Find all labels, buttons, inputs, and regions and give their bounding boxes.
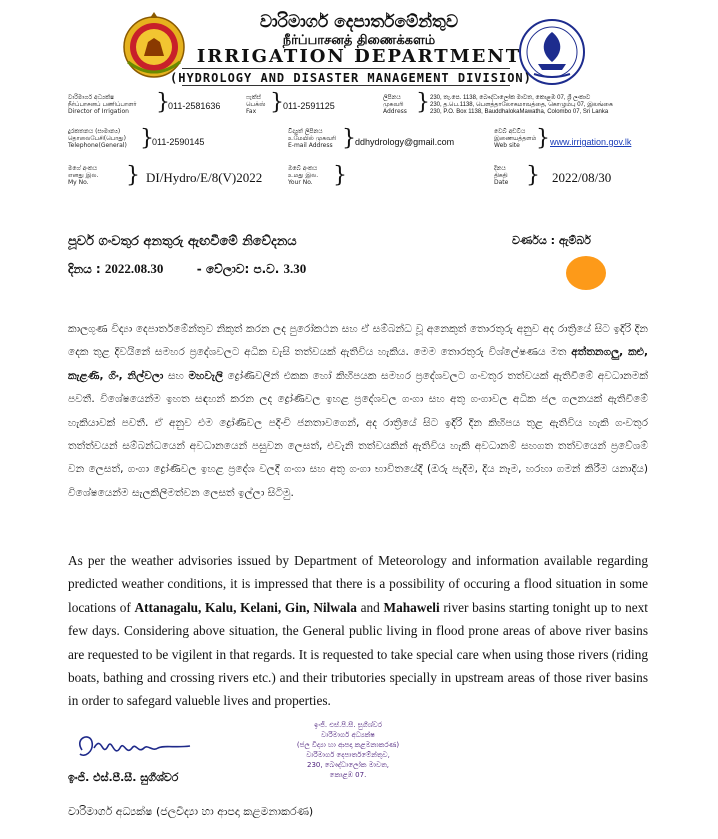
signature-icon xyxy=(72,728,202,764)
address-label: ලිපිනය முகவரி Address xyxy=(383,94,407,115)
notice-date-line xyxy=(68,261,306,277)
brace: } xyxy=(416,90,430,115)
notice-date-label: දිනය : xyxy=(68,262,101,276)
director-label: වාරිමාර්ග අධ්‍යක්ෂ நீர்ப்பாசனப் பணிப்பாளர் Director of Irrigation xyxy=(68,94,137,115)
fax-label: ෆැක්ස් பெக்ஸ் Fax xyxy=(246,94,266,115)
brace: } xyxy=(126,163,140,188)
email-address[interactable]: ddhydrology@gmail.com xyxy=(355,137,455,147)
website-label: වෙබ් අඩවිය இணையத்தளம் Web site xyxy=(494,128,537,149)
fax-number: 011-2591125 xyxy=(283,101,335,111)
signatory-designation: වාරිමාර්ග අධ්‍යක්ෂ (ජලවිද්‍යා හා ආපදා කළමනාකරණ) xyxy=(68,805,314,818)
email-label: විද්‍යුත් ලිපිනය உமேயில் முகவரி E-mail Address xyxy=(288,128,337,149)
telephone-number: 011-2590145 xyxy=(152,137,205,147)
your-no-label: ඔබේ අංකය உமது இல. Your No. xyxy=(288,165,319,186)
dept-title-english: IRRIGATION DEPARTMENT xyxy=(196,46,522,67)
my-no-value: DI/Hydro/E/8(V)2022 xyxy=(146,170,263,185)
notice-title: පූර්ව ගංවතුර අනතුරු ඇඟවීමේ නිවේදනය xyxy=(68,234,297,249)
director-phone: 011-2581636 xyxy=(168,101,221,111)
telephone-label: දුරකතනය (සාමාන්‍ය) தொலைபேசி(பொது) Telephone(General) xyxy=(68,128,127,149)
brace: } xyxy=(536,126,550,151)
header-rule-bottom xyxy=(182,85,510,86)
dept-title-tamil: நீர்ப்பாசனத் திணைக்களம் xyxy=(282,33,436,48)
division-title: (HYDROLOGY AND DISASTER MANAGEMENT DIVISION) xyxy=(170,71,532,85)
brace: } xyxy=(333,163,347,188)
warning-level: වර්ණය : ඇම්බර් xyxy=(512,234,591,247)
amber-level-indicator xyxy=(566,256,606,290)
signatory-name: ඉංජි. එස්.පී.සී. සුගීශ්වර xyxy=(68,771,179,784)
address-value: 230, තැ.පෙ. 1138, බෞද්ධාලෝක මාවත, කොළඹ 07, ශ්‍රී ලංකාව 230, த.பெ.1138, பௌத்தாலோகமாவத்தை, கொழும்பு 07, இலங்கை 230, P.O. Box 1138, BauddhalokaMawatha, Colombo 07, Sri Lanka xyxy=(430,95,613,115)
brace: } xyxy=(140,126,154,151)
my-no-label: මගේ අංකය எனது இல. My No. xyxy=(68,165,99,186)
brace: } xyxy=(270,90,284,115)
official-stamp: ඉංජි. එස්.පී.සී. සුගීශ්වර වාරිමාර්ග අධ්‍යක්ෂ (ජල විද්‍යා හා ආපදා කළමනාකරණ) වාරිමාර්ග දෙපාර්තමේන්තුව, 230, බෞද්ධාලෝක මාවත, කොළඹ 07. xyxy=(296,721,400,779)
date-label: දිනය திகதி Date xyxy=(494,165,509,186)
header-rule-top xyxy=(182,68,510,69)
website-link[interactable]: www.irrigation.gov.lk xyxy=(550,137,632,147)
dept-title-sinhala: වාරිමාර්ග දෙපාර්තමේන්තුව xyxy=(259,12,459,32)
brace: } xyxy=(342,126,356,151)
notice-time-value: 3.30 xyxy=(283,261,307,276)
brace: } xyxy=(526,163,540,188)
notice-time-label: - වේලාව: ප.ව. xyxy=(196,262,280,276)
notice-date-value: 2022.08.30 xyxy=(104,261,164,276)
notice-body-english: As per the weather advisories issued by Department of Meteorology and information available regarding predicted weather conditions, it is impressed that there is a possibility of occuring a flood situation in some locations of Attanagalu, Kalu, Kelani, Gin, Nilwala and Mahaweli river basins starting tonight up to next few days. Considering above situation, the General public living in flood prone areas of above river basins are requested to be vigilent in that regards. It is requested to take special care when using those rivers (riding boats, bathing and crossing rivers etc.) and their tributories specially in upstream areas of those river basins in order to safegard valueble lives and properties. xyxy=(68,553,648,709)
date-value: 2022/08/30 xyxy=(552,170,612,185)
brace: } xyxy=(156,90,170,115)
notice-body-sinhala: කාලගුණ විද්‍යා දෙපාර්තමේන්තුව නිකුත් කරන ලද පුරෝකථන සහ ඒ සම්බන්ධ වූ අනෙකුත් තොරතුරු අනුව අද රාත්‍රියේ සිට ඉදිරි දින දෙක තුළ දිවයිනේ සමහර ප්‍රදේශවලට අධික වැසි තත්වයක් ඇතිවිය හැකිය. මෙම තොරතුරු විශ්ලේෂණය මත අත්තනගලු, කළු, කැළණි, ගිං, නිල්වලා සහ මහවැලි ද්‍රෝණිවලින් එකක හෝ කිහිපයක සමහර ප්‍රදේශවලට ගංවතුර තත්වයක් ඇතිවීමේ අවධානමක් පවතී. විශේෂයෙන්ම ඉහත සඳහන් කරන ලද ද්‍රෝණිවල ඉහළ ප්‍රදේශවල ගංගා සහ අතු ගංගාවල අධික ජල ගලනයක් ඇතිවීමේ හැකියාවක් පවතී. ඒ අනුව එම ද්‍රෝණිවල පදිංචි ජනතාවගෙන්, අද රාත්‍රියේ සිට ඉදිරි දින කිහිපය තුළ ඇතිවිය හැකි ගංවතුර තත්ත්වයන් සම්බන්ධයෙන් අවධානයෙන් පසුවන ලෙසත්, එවැනි තත්වයකින් ඇතිවිය හැකි අවධානම් සහගත තත්වයෙන් ප්‍රවේශම් වන ලෙසත්, ගංගා ද්‍රෝණිවල ඉහළ ප්‍රදේශ වලදී ගංගා සහ අතු ගංගා භාවිතයේදී (ඔරු පැදීම, දිය නෑම, හරහා ගමන් කිරීම යනාදිය) විශේෂයෙන්ම සැලකිලිමත්වන ලෙසත් ඉල්ලා සිටිමු. xyxy=(68,323,649,499)
